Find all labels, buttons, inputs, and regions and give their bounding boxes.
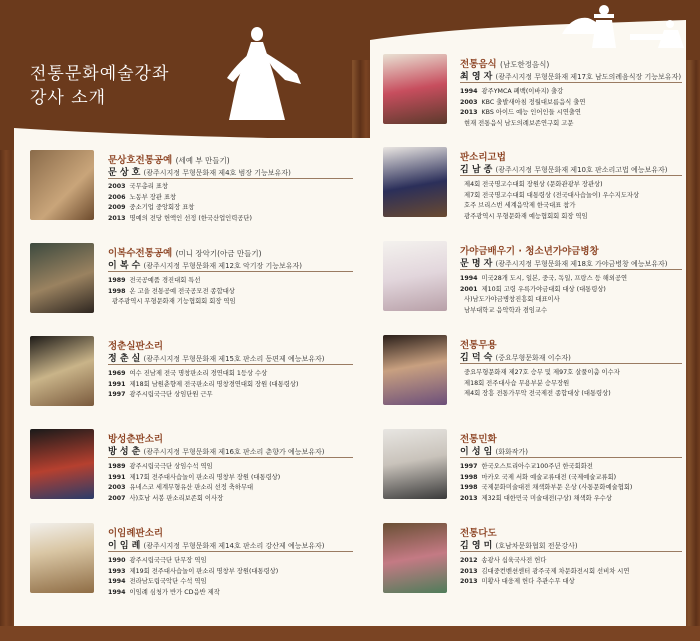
instructor-name: 이 임 례 (광주시지정 무형문화재 제14호 판소리 강산제 예능보유자)	[108, 541, 325, 551]
instructor-photo	[30, 150, 94, 220]
career-list: 2003 국무총리 표창 2006 노동부 장관 표창 2009 중소기업 중앙회장 표창 2013 명예의 전당 헌액인 선정 (한국산업인력공단)	[108, 183, 252, 222]
instructor-name: 최 영 자 (광주시지정 무형문화재 제17호 남도의례음식장 기능보유자)	[460, 72, 682, 82]
divider	[108, 457, 353, 458]
instructor-name: 김 덕 숙 (중요무형문화재 이수자)	[460, 353, 571, 363]
instructor-name: 이 복 수 (광주시지정 무형문화재 제12호 악기장 기능보유자)	[108, 261, 303, 271]
instructor-name: 이 성 임 (화화작가)	[460, 447, 529, 457]
instructor-name: 김 남 종 (광주시지정 무형문화재 제10호 판소리고법 예능보유자)	[460, 165, 668, 175]
career-list: 제4회 전국명고수대회 장원상 (문화관광부 장관상) 제7회 전국명고수대회 대통령상 (전국대사습놀이) 우수지도자상 호주 브리스번 세계음악제 한국대표 참가 광주광역시 무형문화재 예능협회회 회장 역임	[464, 181, 640, 220]
category-title: 전통다도	[460, 528, 497, 539]
category-title: 전통무용	[460, 340, 497, 351]
category-title: 문상호전통공예 (세예 부 만들기)	[108, 155, 230, 166]
career-list: 1997 한국오스트리아수교100주년 한국회화전 1998 마카오 국제 서화 예술교류대전 (국제예술교류회) 1998 국제문화미술대전 채색화부문 은상 (사통문화예술협회) 2013 제32회 대한민국 미술대전(구상) 채색화 우수상	[460, 463, 633, 502]
musicians-silhouette-icon	[560, 4, 690, 50]
career-list: 2012 송광사 십육국사전 헌다 2013 김대중컨벤션센터 광주국제 차문화전시회 선비차 시연 2013 미황사 대웅제 헌다 추관수무 대상	[460, 557, 630, 585]
bottom-wood-strip	[0, 626, 700, 641]
instructor-photo	[383, 147, 447, 217]
dancer-silhouette-icon	[215, 22, 305, 122]
instructor-photo	[30, 429, 94, 499]
category-title: 전통음식 (남도한정음식)	[460, 59, 550, 70]
instructor-name: 김 영 미 (호남차문화협회 전문강사)	[460, 541, 578, 551]
divider	[108, 178, 353, 179]
career-list: 중요무형문화재 제27호 승무 및 제97호 살풀이춤 이수자 제18회 전주대사습 무용부분 승무장원 제4회 장흥 전통가무악 전국제전 종합대상 (대통령상)	[464, 369, 620, 397]
divider	[460, 82, 682, 83]
instructor-photo	[30, 336, 94, 406]
category-title: 정춘실판소리	[108, 341, 164, 352]
instructor-name: 문 상 호 (광주시지정 무형문화재 제4호 범장 기능보유자)	[108, 168, 291, 178]
title-line-2: 강사 소개	[30, 88, 107, 108]
instructor-photo	[383, 523, 447, 593]
instructor-photo	[30, 523, 94, 593]
divider	[108, 271, 353, 272]
instructor-photo	[30, 243, 94, 313]
instructor-photo	[383, 241, 447, 311]
panel-curve-left	[14, 118, 370, 140]
divider	[108, 364, 353, 365]
category-title: 이복수전통공예 (미니 장악기(아금 만들기)	[108, 248, 262, 259]
title-line-1: 전통문화예술강좌	[30, 64, 170, 84]
divider	[460, 269, 682, 270]
instructor-name: 정 춘 실 (광주시지정 무형문화재 제15호 판소리 동편제 예능보유자)	[108, 354, 325, 364]
category-title: 판소리고법	[460, 152, 506, 163]
instructor-photo	[383, 54, 447, 124]
category-title: 방성춘판소리	[108, 434, 164, 445]
page-title	[30, 62, 169, 110]
instructor-name: 방 성 춘 (광주시지정 무형문화재 제16호 판소리 춘향가 예능보유자)	[108, 447, 325, 457]
career-list: 1969 여수 진남제 전국 명창판소리 경연대회 1등상 수상 1991 제18회 남원춘향제 전국판소리 명창경연대회 장원 (대통령상) 1997 광주시립국극단 상임단원 근무	[108, 370, 299, 398]
career-list: 1994 미국28개 도시, 일본, 중국, 독일, 프랑스 등 해외공연 2001 제10회 고령 우륵가야금대회 대상 (대통령상) 사)남도가야금병창진흥회 대표이사 남부대학교 음악학과 겸임교수	[460, 275, 628, 314]
instructor-photo	[383, 429, 447, 499]
career-list: 1989 광주시립국극단 상임수석 역임 1991 제17회 전주대사습놀이 판소리 명창부 장원 (대통령상) 2003 유네스코 세계무형유산 판소리 선정 축하무대 2007 사)호남 서봉 판소리보존회 이사장	[108, 463, 281, 502]
career-list: 1990 광주시립국극단 단무장 역임 1993 제19회 전주대사습놀이 판소리 명창부 장원(대통령상) 1994 전라남도립국악단 수석 역임 1994 이임례 심청가 반가 CD음반 제작	[108, 557, 279, 596]
category-title: 가야금배우기 · 청소년가야금병창	[460, 246, 599, 257]
divider	[460, 175, 682, 176]
divider	[460, 363, 682, 364]
instructor-photo	[383, 335, 447, 405]
divider	[460, 457, 682, 458]
career-list: 1989 전국공예품 경진대회 특선 1998 온 고을 전통공예 전국공모전 종합대상 광주광역시 무형문화재 기능협회회 회장 역임	[108, 277, 236, 305]
divider	[108, 551, 353, 552]
category-title: 전통민화	[460, 434, 497, 445]
instructor-name: 문 명 자 (광주시지정 무형문화재 제18호 가야금병창 예능보유자)	[460, 259, 668, 269]
divider	[460, 551, 682, 552]
category-title: 이임례판소리	[108, 528, 164, 539]
career-list: 1994 광주YMCA 폐백(이바지) 출강 2003 KBC 출발새아침 정월대보름음식 출연 2013 KBS 아이드 예능 인어인들 시연출연 현재 전통음식 남도의례보존연구회 고문	[460, 88, 586, 127]
